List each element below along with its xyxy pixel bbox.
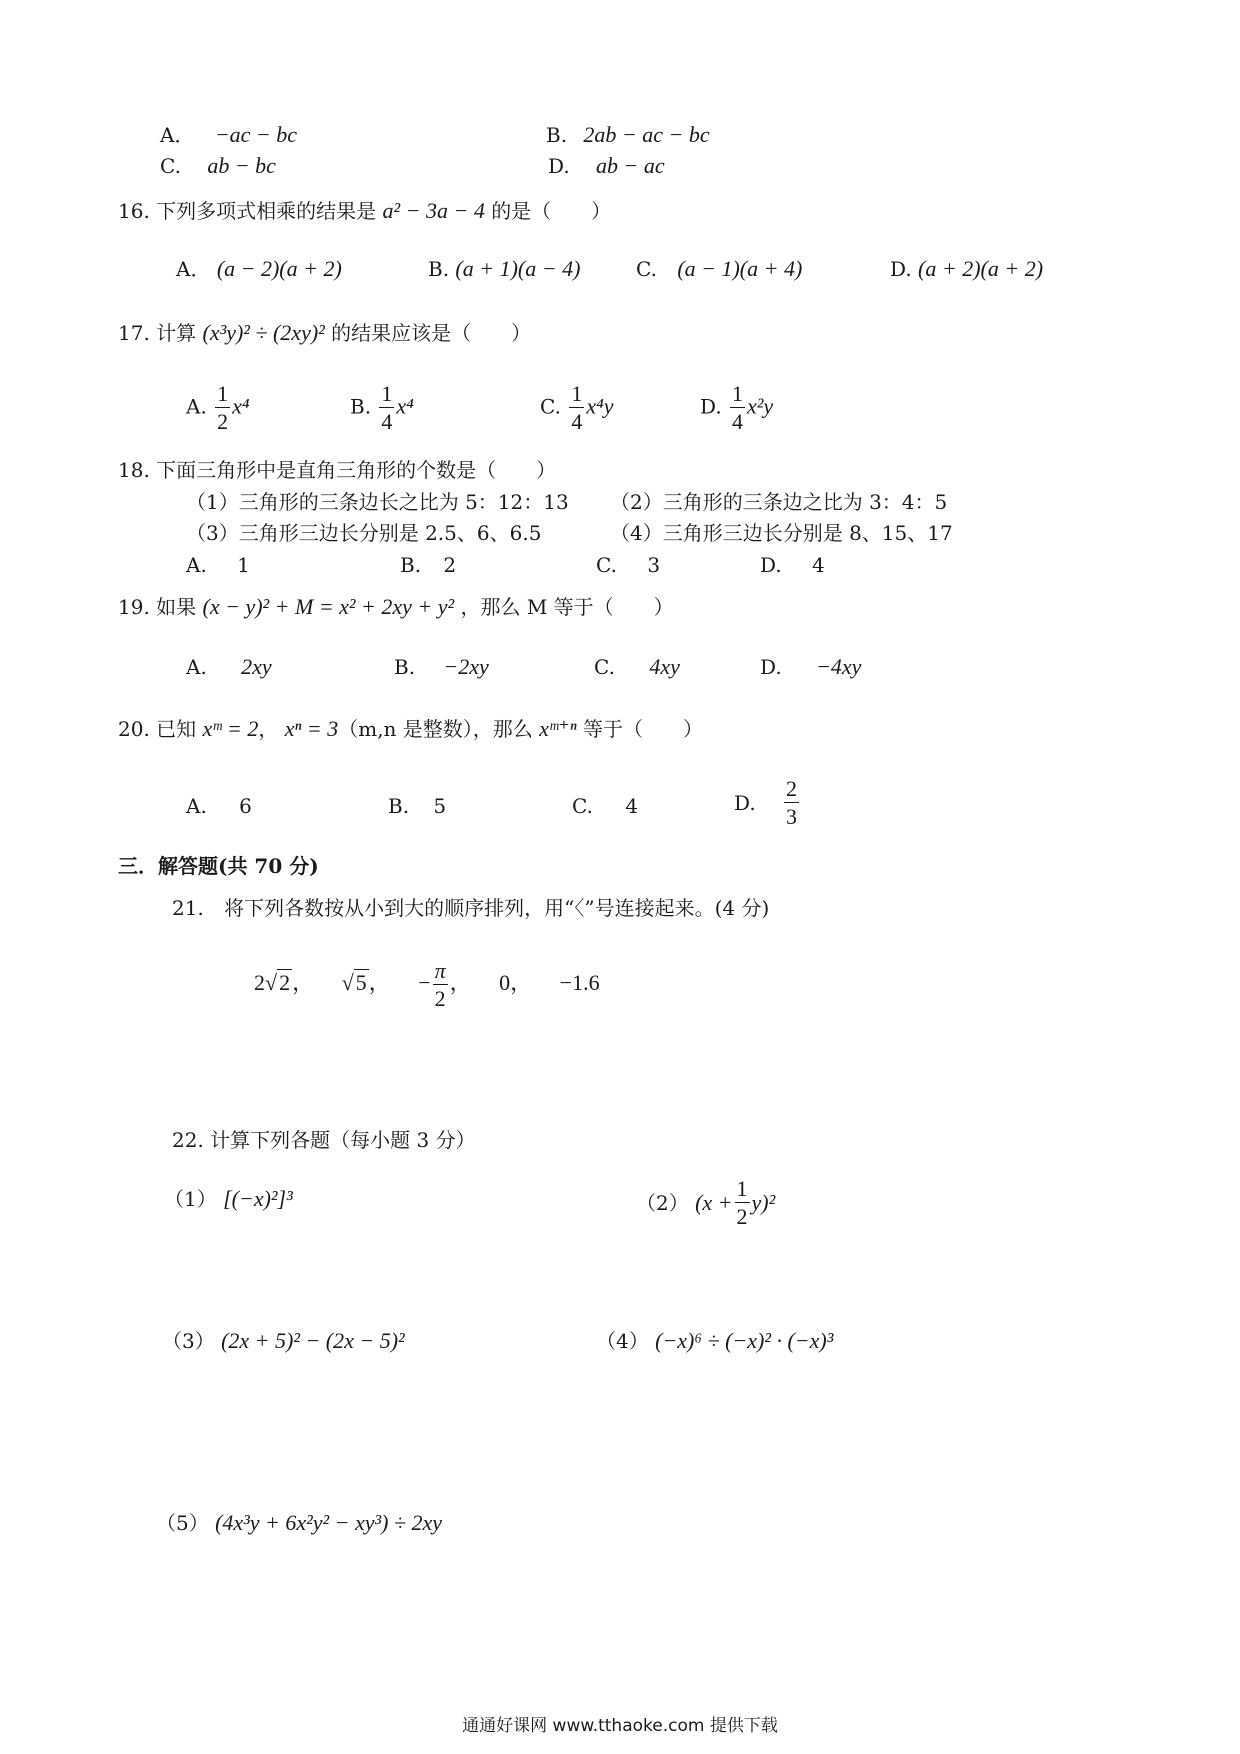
option-text: 5: [433, 794, 447, 818]
stem-text: 计算: [156, 321, 197, 345]
coefficient: 2: [254, 970, 265, 996]
stem-text: 下列多项式相乘的结果是: [156, 199, 377, 223]
part-expression: y)²: [751, 1190, 776, 1215]
fraction: [730, 383, 745, 433]
stem-expression: xᵐ⁺ⁿ: [539, 716, 577, 741]
minus-sign: −: [418, 970, 431, 996]
q22-part-2: [636, 1178, 775, 1228]
option-label: A.: [186, 655, 207, 679]
option-label: A．: [176, 257, 211, 281]
separator: ，: [449, 970, 472, 996]
fraction: [784, 778, 799, 828]
option-text: −ac − bc: [214, 122, 298, 147]
page-footer: 通通好课网 www.tthaoke.com 提供下载: [462, 1716, 778, 1736]
denominator: 2: [217, 409, 229, 434]
q21-stem: [172, 898, 769, 918]
fraction: [735, 1178, 750, 1228]
separator: ，: [292, 970, 315, 996]
option-label: C.: [160, 154, 181, 178]
q22-stem: [172, 1130, 476, 1150]
fraction: [215, 383, 230, 433]
q18-item-3: （3）三角形三边长分别是 2.5、6、6.5: [186, 521, 542, 545]
question-number: 22.: [172, 1128, 204, 1152]
option-text: 3: [647, 553, 661, 577]
q19-option-a: [186, 656, 272, 678]
separator: ，: [510, 970, 533, 996]
option-text: −2xy: [443, 654, 489, 679]
q16-option-c: [636, 258, 802, 280]
radicand: 5: [355, 970, 367, 996]
stem-expression: a² − 3a − 4: [382, 198, 485, 223]
numerator: 2: [786, 776, 798, 801]
stem-text: 计算下列各题（每小题 3 分）: [210, 1128, 476, 1152]
q22-part-1: [164, 1188, 293, 1210]
q18-item-1: （1）三角形的三条边长之比为 5：12：13: [186, 490, 569, 514]
q17-option-b: [350, 383, 414, 433]
option-label: A.: [186, 394, 207, 419]
option-text: ab − bc: [207, 153, 276, 178]
option-label: C.: [540, 394, 561, 419]
q20-option-d: [734, 778, 801, 828]
stem-text: 下面三角形中是直角三角形的个数是（ ）: [156, 458, 557, 482]
part-label: （2）: [636, 1191, 689, 1215]
q17-option-c: [540, 383, 614, 433]
option-label: D.: [548, 154, 570, 178]
numerator: 1: [381, 381, 393, 406]
q16-stem: [118, 200, 611, 222]
part-expression: [(−x)²]³: [223, 1186, 293, 1211]
option-label: C.: [636, 257, 657, 281]
sqrt-2: √ 2: [265, 970, 291, 996]
denominator: 4: [732, 409, 744, 434]
option-text: 1: [237, 553, 250, 577]
option-label: C.: [596, 553, 617, 577]
question-number: 17.: [118, 321, 150, 345]
part-expression: (−x)⁶ ÷ (−x)² · (−x)³: [655, 1328, 834, 1353]
separator: ，: [368, 970, 391, 996]
option-label: B.: [428, 257, 450, 281]
q15-option-a: [160, 124, 297, 146]
denominator: 2: [736, 1204, 748, 1229]
numerator: 1: [571, 381, 583, 406]
question-number: 16.: [118, 199, 150, 223]
stem-text: ，那么 M 等于（ ）: [460, 595, 674, 619]
denominator: 4: [571, 409, 583, 434]
option-label: B.: [388, 794, 410, 818]
option-label: D.: [700, 394, 722, 419]
option-text: x²y: [747, 393, 774, 419]
part-label: （5）: [156, 1511, 209, 1535]
option-text: 4: [625, 794, 639, 818]
question-number: 21.: [172, 896, 204, 920]
option-label: B.: [400, 553, 422, 577]
q16-option-b: [428, 258, 580, 280]
option-text: 2: [443, 553, 457, 577]
denominator: 3: [786, 804, 798, 829]
q18-option-a: [186, 555, 250, 575]
option-text: 2ab − ac − bc: [583, 122, 710, 147]
radicand: 2: [279, 970, 291, 996]
sqrt-5: √ 5: [341, 970, 367, 996]
q20-option-a: [186, 796, 252, 816]
q19-option-c: [594, 656, 680, 678]
q20-option-c: [572, 796, 638, 816]
q16-option-a: [176, 258, 342, 280]
fraction-pi-over-2: [433, 960, 448, 1010]
question-number: 20.: [118, 717, 150, 741]
option-label: B.: [394, 655, 416, 679]
fraction: [379, 383, 394, 433]
fraction: [569, 383, 584, 433]
numerator: 1: [217, 381, 229, 406]
q17-option-d: [700, 383, 773, 433]
q17-stem: [118, 322, 531, 344]
stem-text: 等于（ ）: [583, 717, 703, 741]
q17-option-a: [186, 383, 250, 433]
q19-stem: [118, 596, 674, 618]
stem-text: 已知: [156, 717, 197, 741]
q18-option-b: [400, 555, 456, 575]
number-zero: 0: [499, 970, 511, 996]
option-label: B.: [546, 123, 568, 147]
q18-option-c: [596, 555, 660, 575]
q20-stem: [118, 718, 703, 740]
denominator: 4: [381, 409, 393, 434]
q22-part-3: [162, 1330, 405, 1352]
q19-option-d: [760, 656, 861, 678]
stem-text: （m,n 是整数），那么: [338, 717, 533, 741]
denominator: 2: [434, 986, 446, 1011]
option-text: 2xy: [241, 654, 272, 679]
option-label: A.: [186, 553, 207, 577]
option-text: (a − 1)(a + 4): [677, 256, 803, 281]
part-label: （1）: [164, 1187, 217, 1211]
stem-expression: xᵐ = 2: [202, 716, 259, 741]
numerator: π: [434, 958, 446, 983]
stem-text: 的是（ ）: [491, 199, 612, 223]
number-negative: −1.6: [559, 970, 600, 996]
question-number: 19.: [118, 595, 150, 619]
stem-text: 的结果应该是（ ）: [331, 321, 532, 345]
option-label: D.: [760, 553, 782, 577]
stem-expression: (x³y)² ÷ (2xy)²: [202, 320, 325, 345]
stem-text: 将下列各数按从小到大的顺序排列，用“〈”号连接起来。(4 分): [224, 896, 770, 920]
q19-option-b: [394, 656, 489, 678]
q18-stem: [118, 460, 556, 480]
q22-part-5: [156, 1512, 442, 1534]
option-text: x⁴y: [586, 393, 614, 419]
option-text: (a − 2)(a + 2): [216, 256, 342, 281]
q18-item-2: （2）三角形的三条边之比为 3：4：5: [610, 490, 948, 514]
q20-option-b: [388, 796, 446, 816]
stem-text: 如果: [156, 595, 197, 619]
stem-expression: (x − y)² + M = x² + 2xy + y²: [202, 594, 455, 619]
part-expression: (4x³y + 6x²y² − xy³) ÷ 2xy: [215, 1510, 443, 1535]
option-label: C.: [594, 655, 615, 679]
part-label: （3）: [162, 1329, 215, 1353]
option-text: 4: [812, 553, 825, 577]
numerator: 1: [736, 1176, 748, 1201]
q22-part-4: [596, 1330, 833, 1352]
part-label: （4）: [596, 1329, 649, 1353]
option-label: A．: [160, 123, 195, 147]
stem-expression: xⁿ = 3: [284, 716, 339, 741]
option-text: x⁴: [232, 393, 250, 419]
q15-option-d: [548, 155, 665, 177]
option-label: A.: [186, 794, 207, 818]
stem-text: ，: [258, 717, 279, 741]
q15-option-b: [546, 124, 710, 146]
numerator: 1: [732, 381, 744, 406]
option-label: D.: [734, 791, 756, 815]
part-expression: (2x + 5)² − (2x − 5)²: [221, 1328, 405, 1353]
option-text: (a + 2)(a + 2): [918, 256, 1044, 281]
q18-item-4: （4）三角形三边长分别是 8、15、17: [610, 521, 953, 545]
q21-numbers: [254, 960, 600, 1010]
q18-option-d: [760, 555, 825, 575]
q15-option-c: [160, 155, 276, 177]
option-text: ab − ac: [596, 153, 665, 178]
option-text: x⁴: [396, 393, 414, 419]
option-text: −4xy: [816, 654, 862, 679]
option-text: 6: [239, 794, 252, 818]
section-heading: 三．解答题(共 70 分): [118, 854, 319, 878]
option-text: 4xy: [649, 654, 680, 679]
option-label: D.: [760, 655, 782, 679]
option-label: C.: [572, 794, 593, 818]
option-label: B.: [350, 394, 372, 419]
q16-option-d: [890, 258, 1043, 280]
question-number: 18.: [118, 458, 150, 482]
part-expression: (x +: [695, 1190, 733, 1215]
option-text: (a + 1)(a − 4): [455, 256, 581, 281]
option-label: D.: [890, 257, 912, 281]
